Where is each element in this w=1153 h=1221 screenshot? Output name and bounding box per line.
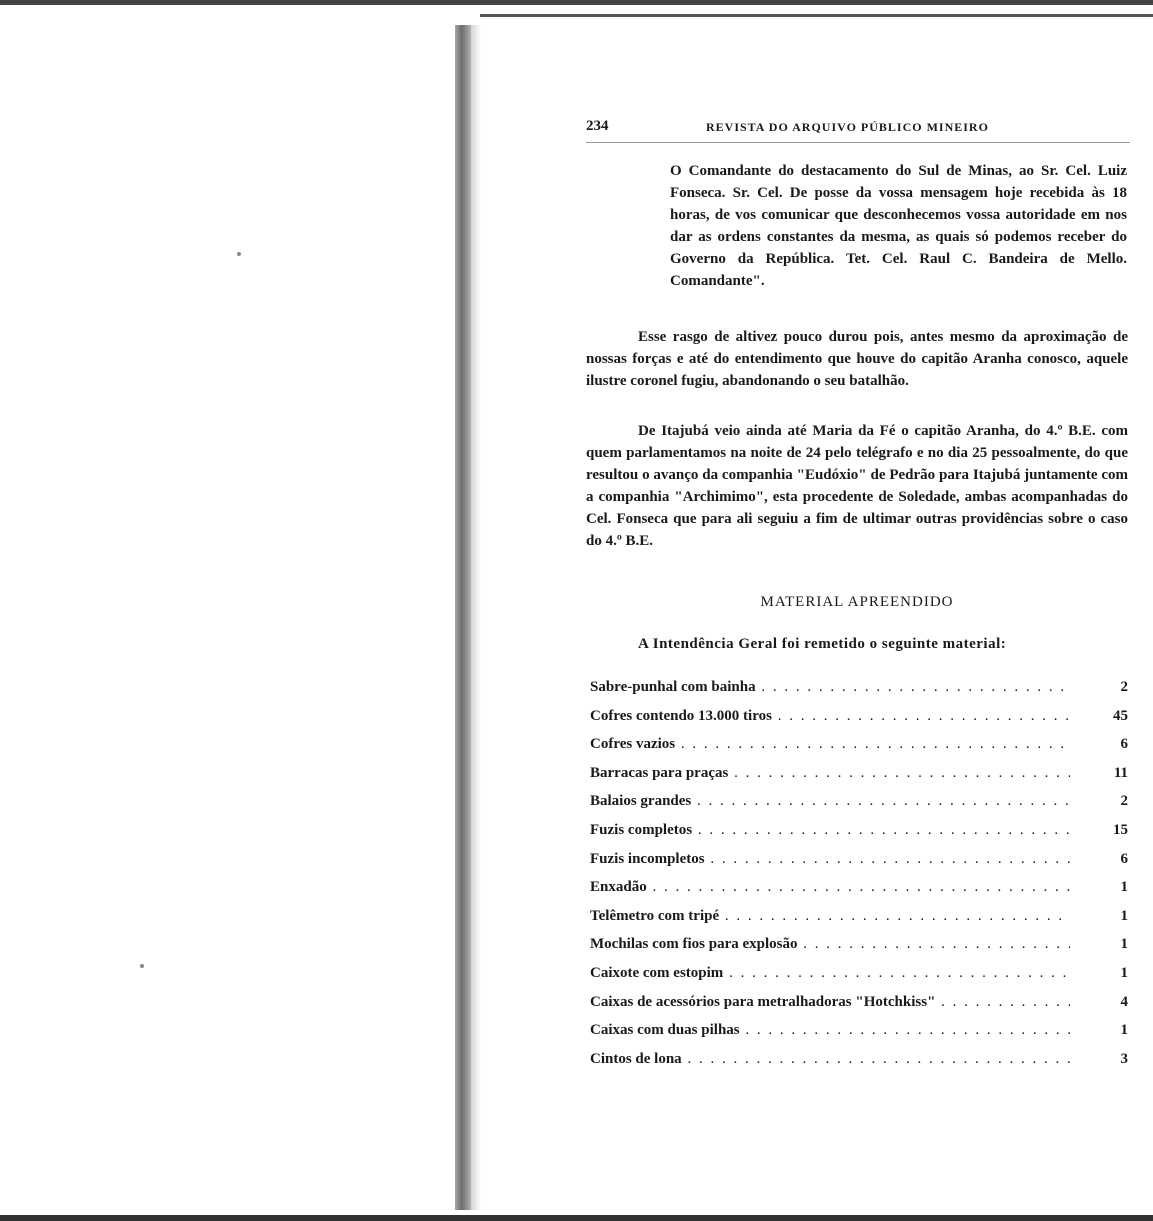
item-qty: 6	[1120, 850, 1128, 867]
scan-speck	[140, 964, 144, 968]
page-number: 234	[586, 118, 609, 134]
list-item	[590, 732, 1130, 761]
material-list	[590, 675, 1130, 1075]
scan-speck	[237, 252, 241, 256]
scan-page-top-edge	[480, 14, 1153, 17]
item-label: Caixas com duas pilhas . . .	[590, 1022, 1070, 1039]
item-qty: 15	[1113, 821, 1128, 838]
list-item	[590, 1018, 1130, 1047]
list-item	[590, 818, 1130, 847]
list-item	[590, 875, 1130, 904]
item-qty: 2	[1120, 793, 1128, 810]
running-head: REVISTA DO ARQUIVO PÚBLICO MINEIRO	[706, 120, 989, 134]
item-label: Sabre-punhal com bainha . . .	[590, 679, 1070, 696]
list-item	[590, 789, 1130, 818]
item-label: Barracas para praças . . .	[590, 765, 1070, 782]
quoted-message: O Comandante do destacamento do Sul de Minas, ao Sr. Cel. Luiz Fonseca. Sr. Cel. De posse da vossa mensagem hoje recebida às 18 horas, de vos comunicar que desconhecemos vossa autoridade em nos dar as ordens constantes da mesma, as quais só podemos receber do Governo da República. Tet. Cel. Raul C. Bandeira de Mello. Comandante".	[670, 163, 1127, 289]
item-qty: 3	[1120, 1050, 1128, 1067]
item-qty: 1	[1120, 964, 1128, 981]
item-label: Mochilas com fios para explosão . . .	[590, 936, 1070, 953]
list-item	[590, 904, 1130, 933]
item-qty: 2	[1120, 679, 1128, 695]
item-label: Fuzis incompletos . . .	[590, 851, 1070, 868]
list-item	[590, 704, 1130, 733]
item-qty: 1	[1120, 1022, 1128, 1039]
item-label: Cintos de lona . . .	[590, 1051, 1070, 1068]
item-label: Cofres vazios . . .	[590, 736, 1070, 753]
book-spine	[455, 25, 471, 1210]
list-item	[590, 961, 1130, 990]
item-qty: 1	[1120, 936, 1128, 953]
item-label: Balaios grandes . . .	[590, 793, 1070, 810]
list-item	[590, 990, 1130, 1019]
item-qty: 6	[1120, 736, 1128, 753]
list-item	[590, 761, 1130, 790]
list-item	[590, 675, 1130, 704]
item-qty: 45	[1113, 707, 1128, 724]
list-item	[590, 847, 1130, 876]
item-label: Cofres contendo 13.000 tiros . . .	[590, 708, 1070, 725]
item-label: Caixote com estopim . . .	[590, 965, 1070, 982]
scan-top-edge	[0, 0, 1153, 5]
item-label: Enxadão . . .	[590, 879, 1070, 896]
list-item	[590, 1047, 1130, 1076]
section-title: MATERIAL APREENDIDO	[760, 594, 954, 610]
item-label: Fuzis completos . . .	[590, 822, 1070, 839]
item-qty: 4	[1120, 993, 1128, 1010]
item-label: Telêmetro com tripé . . .	[590, 908, 1070, 925]
paragraph-1: Esse rasgo de altivez pouco durou pois, antes mesmo da aproximação de nossas forças e até do entendimento que houve do capitão Aranha conosco, aquele ilustre coronel fugiu, abandonando o seu batalhão.	[586, 329, 1128, 389]
list-item	[590, 932, 1130, 961]
section-intro: A Intendência Geral foi remetido o seguinte material:	[638, 636, 1007, 652]
item-label: Caixas de acessórios para metralhadoras "Hotchkiss" . . .	[590, 994, 1070, 1011]
scan-bottom-edge	[0, 1215, 1153, 1221]
item-qty: 1	[1120, 907, 1128, 924]
paragraph-2: De Itajubá veio ainda até Maria da Fé o capitão Aranha, do 4.º B.E. com quem parlamentamos na noite de 24 pelo telégrafo e no dia 25 pessoalmente, do que resultou o avanço da companhia "Eudóxio" de Pedrão para Itajubá juntamente com a companhia "Archimimo", esta procedente de Soledade, ambas acompanhadas do Cel. Fonseca que para ali seguiu a fim de ultimar outras providências sobre o caso do 4.º B.E.	[586, 423, 1128, 549]
page-header	[586, 116, 1130, 143]
item-qty: 11	[1113, 764, 1128, 781]
item-qty: 1	[1120, 879, 1128, 896]
spine-shadow	[471, 25, 481, 1210]
